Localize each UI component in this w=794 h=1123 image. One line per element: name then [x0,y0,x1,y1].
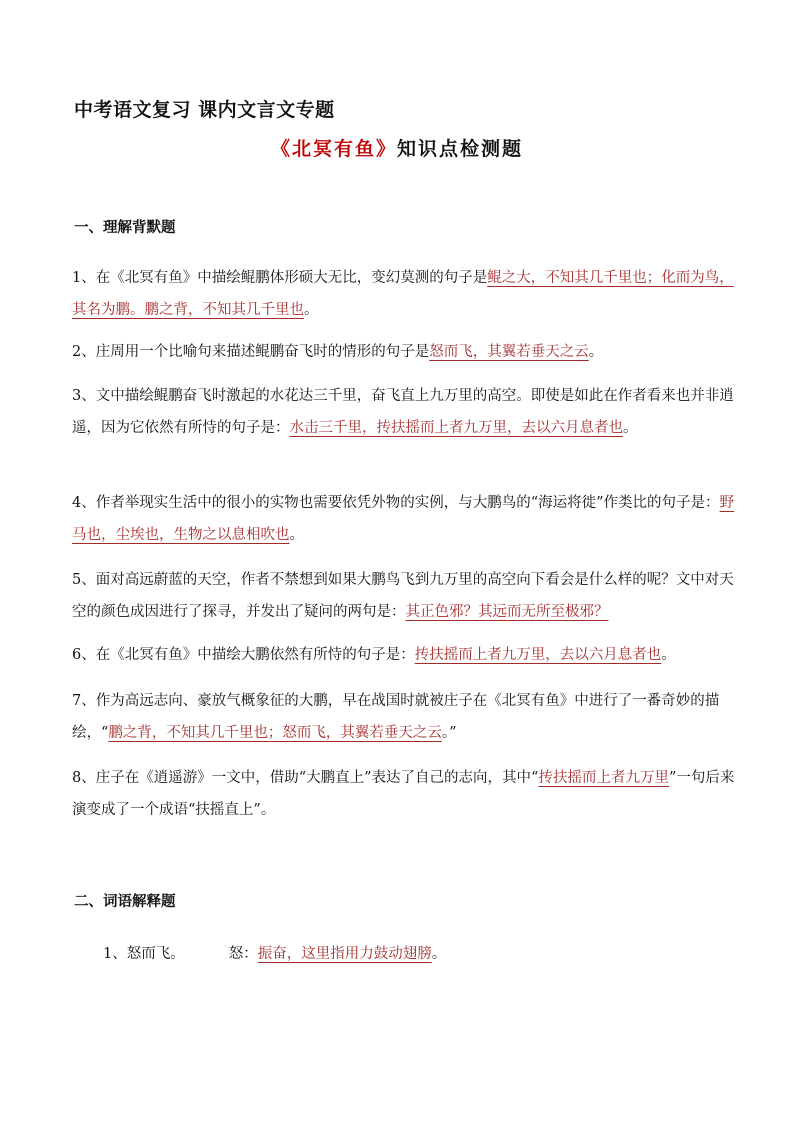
question-item [72,639,742,671]
question-text: 。 [289,527,304,543]
vocab-item [103,938,446,970]
question-text: ”一句后来演变成了一个成语“扶摇直上”。 [72,770,735,818]
page-subtitle [0,134,794,161]
question-text: 。” [441,725,457,741]
answer-text: 水击三千里，抟扶摇而上者九万里，去以六月息者也 [289,420,623,436]
question-text: 6、在《北冥有鱼》中描绘大鹏依然有所恃的句子是： [72,647,415,663]
question-text: 。 [623,420,638,436]
question-text: 7、作为高远志向、豪放气概象征的大鹏，早在战国时就被庄子在《北冥有鱼》中进行了一番奇妙的描绘，“ [72,693,720,741]
question-text: 。 [304,302,319,318]
answer-text: 抟扶摇而上者九万里，去以六月息者也 [414,647,662,663]
question-text: 1、在《北冥有鱼》中描绘鲲鹏体形硕大无比，变幻莫测的句子是 [72,270,488,286]
question-text: 。 [661,647,676,663]
question-text: 2、庄周用一个比喻句来描述鲲鹏奋飞时的情形的句子是 [72,344,430,360]
answer-text: 野马也，尘埃也，生物之以息相吹也 [72,495,735,543]
answer-text: 鹏之背，不知其几千里也；怒而飞，其翼若垂天之云 [108,725,442,741]
vocab-phrase: 1、怒而飞。 [103,946,185,962]
answer-text: 怒而飞，其翼若垂天之云 [429,344,589,360]
section-title: 一、理解背默题 [74,220,176,236]
question-text: 4、作者举现实生活中的很小的实物也需要依凭外物的实例，与大鹏鸟的“海运将徙”作类比的句子是： [72,495,720,511]
answer-text: 振奋，这里指用力鼓动翅膀 [257,946,432,962]
question-item [72,262,742,326]
question-item [72,336,742,368]
vocab-punct: 。 [431,946,447,962]
subtitle-text-rest: 知识点检测题 [397,138,524,160]
page-title: 中考语文复习 课内文言文专题 [74,99,335,121]
question-text: 5、面对高远蔚蓝的天空，作者不禁想到如果大鹏鸟飞到九万里的高空向下看会是什么样的呢？文中对天空的颜色成因进行了探寻，并发出了疑问的两句是： [72,572,734,620]
question-item [72,762,742,826]
question-text: 8、庄子在《逍遥游》一文中，借助“大鹏直上”表达了自己的志向，其中“ [72,770,539,786]
answer-text: 鲲之大，不知其几千里也；化而为鸟，其名为鹏。鹏之背，不知其几千里也 [72,270,734,318]
question-item [72,564,742,628]
question-item [72,487,742,551]
subtitle-text-title: 《北冥有鱼》 [270,138,397,160]
question-text: 。 [588,344,604,360]
answer-text: 其正色邪？其远而无所至极邪？ [405,604,609,620]
question-item [72,380,742,444]
question-item [72,685,742,749]
question-text: 3、文中描绘鲲鹏奋飞时激起的水花达三千里，奋飞直上九万里的高空。即使是如此在作者看来也并非逍遥，因为它依然有所恃的句子是： [72,388,734,436]
vocab-word: 怒： [228,946,258,962]
answer-text: 抟扶摇而上者九万里 [538,770,669,786]
section-title: 二、词语解释题 [74,894,176,910]
